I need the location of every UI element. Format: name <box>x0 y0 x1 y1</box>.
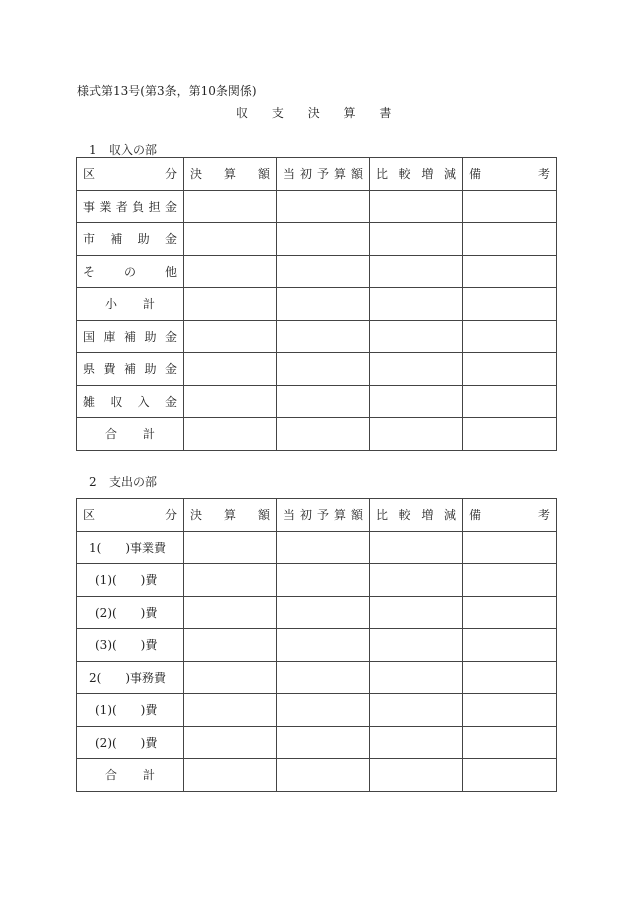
label-char: 業 <box>99 199 112 214</box>
header-char: 初 <box>299 167 312 182</box>
header-char: 初 <box>299 508 312 523</box>
table-row <box>77 223 557 256</box>
label-char: の <box>123 264 136 279</box>
value-cell[interactable] <box>463 661 557 694</box>
row-label: (2)( )費 <box>77 596 184 629</box>
value-cell[interactable] <box>370 629 463 662</box>
value-cell[interactable] <box>184 629 277 662</box>
value-cell[interactable] <box>277 759 370 792</box>
form-number: 様式第13号(第3条，第10条関係) <box>77 84 257 98</box>
value-cell[interactable] <box>184 564 277 597</box>
row-label: (1)( )費 <box>77 564 184 597</box>
label-char: 金 <box>164 232 177 247</box>
title-char: 算 <box>343 106 356 120</box>
value-cell[interactable] <box>370 564 463 597</box>
row-label: (2)( )費 <box>77 726 184 759</box>
header-char: 算 <box>333 508 346 523</box>
label-char: 負 <box>132 199 145 214</box>
row-label <box>77 385 184 418</box>
document-title <box>236 104 411 121</box>
label-char: 担 <box>148 199 161 214</box>
header-settled <box>184 158 277 191</box>
value-cell[interactable] <box>184 288 277 321</box>
expense-table <box>76 498 557 792</box>
row-label <box>77 255 184 288</box>
value-cell[interactable] <box>463 596 557 629</box>
header-char: 額 <box>350 167 363 182</box>
header-char: 分 <box>164 167 177 182</box>
value-cell[interactable] <box>184 190 277 223</box>
header-char: 額 <box>350 508 363 523</box>
label-char: 入 <box>137 394 150 409</box>
label-char: 者 <box>115 199 128 214</box>
header-char: 備 <box>469 508 482 523</box>
table-row <box>77 418 557 451</box>
value-cell[interactable] <box>277 726 370 759</box>
header-char: 額 <box>257 508 270 523</box>
label-char: 他 <box>164 264 177 279</box>
header-budget <box>277 499 370 532</box>
row-label <box>77 320 184 353</box>
label-char: 国 <box>83 329 96 344</box>
header-char: 当 <box>283 167 296 182</box>
header-char: 分 <box>164 508 177 523</box>
header-char: 増 <box>421 167 434 182</box>
title-char: 書 <box>379 106 392 120</box>
header-category <box>77 499 184 532</box>
label-char: 金 <box>164 329 177 344</box>
label-char: 金 <box>164 199 177 214</box>
value-cell[interactable] <box>184 596 277 629</box>
table-row <box>77 531 557 564</box>
value-cell[interactable] <box>370 759 463 792</box>
value-cell[interactable] <box>277 320 370 353</box>
value-cell[interactable] <box>370 661 463 694</box>
table-row <box>77 629 557 662</box>
header-char: 考 <box>537 167 550 182</box>
value-cell[interactable] <box>370 694 463 727</box>
label-char: 補 <box>123 329 136 344</box>
value-cell[interactable] <box>277 694 370 727</box>
label-char: 小 <box>104 297 117 312</box>
table-row <box>77 726 557 759</box>
row-label <box>77 288 184 321</box>
table-row <box>77 353 557 386</box>
section-label: 支出の部 <box>109 475 158 489</box>
value-cell[interactable] <box>463 190 557 223</box>
section-label: 収入の部 <box>109 143 158 157</box>
header-char: 決 <box>190 167 203 182</box>
row-label <box>77 759 184 792</box>
value-cell[interactable] <box>184 353 277 386</box>
value-cell[interactable] <box>184 694 277 727</box>
value-cell[interactable] <box>463 531 557 564</box>
value-cell[interactable] <box>277 255 370 288</box>
label-char: 補 <box>110 232 123 247</box>
value-cell[interactable] <box>277 629 370 662</box>
header-char: 当 <box>283 508 296 523</box>
header-remarks <box>463 499 557 532</box>
label-char: 計 <box>143 427 156 442</box>
value-cell[interactable] <box>370 596 463 629</box>
value-cell[interactable] <box>277 661 370 694</box>
table-row <box>77 255 557 288</box>
value-cell[interactable] <box>463 255 557 288</box>
value-cell[interactable] <box>463 288 557 321</box>
header-settled <box>184 499 277 532</box>
table-row <box>77 320 557 353</box>
header-char: 減 <box>443 167 456 182</box>
header-remarks <box>463 158 557 191</box>
value-cell[interactable] <box>370 288 463 321</box>
label-char: そ <box>83 264 96 279</box>
table-row <box>77 288 557 321</box>
value-cell[interactable] <box>463 418 557 451</box>
value-cell[interactable] <box>277 288 370 321</box>
value-cell[interactable] <box>277 564 370 597</box>
table-row <box>77 661 557 694</box>
value-cell[interactable] <box>184 255 277 288</box>
header-compare <box>370 158 463 191</box>
label-char: 計 <box>143 297 156 312</box>
value-cell[interactable] <box>277 418 370 451</box>
header-compare <box>370 499 463 532</box>
value-cell[interactable] <box>370 418 463 451</box>
value-cell[interactable] <box>184 531 277 564</box>
value-cell[interactable] <box>370 531 463 564</box>
label-char: 助 <box>137 232 150 247</box>
label-char: 収 <box>110 394 123 409</box>
table-row <box>77 190 557 223</box>
value-cell[interactable] <box>277 385 370 418</box>
row-label: (1)( )費 <box>77 694 184 727</box>
row-label: 1( )事業費 <box>77 531 184 564</box>
value-cell[interactable] <box>277 596 370 629</box>
label-char: 金 <box>164 362 177 377</box>
value-cell[interactable] <box>277 531 370 564</box>
row-label <box>77 353 184 386</box>
label-char: 庫 <box>103 329 116 344</box>
table-row <box>77 759 557 792</box>
value-cell[interactable] <box>370 190 463 223</box>
header-char: 考 <box>537 508 550 523</box>
value-cell[interactable] <box>463 629 557 662</box>
header-char: 減 <box>443 508 456 523</box>
header-row <box>77 499 557 532</box>
value-cell[interactable] <box>277 353 370 386</box>
title-char: 決 <box>307 106 320 120</box>
label-char: 助 <box>144 329 157 344</box>
value-cell[interactable] <box>463 223 557 256</box>
table-row <box>77 694 557 727</box>
header-char: 比 <box>376 167 389 182</box>
title-char: 支 <box>271 106 284 120</box>
label-char: 補 <box>123 362 136 377</box>
value-cell[interactable] <box>463 726 557 759</box>
title-char: 収 <box>236 106 249 120</box>
row-label: (3)( )費 <box>77 629 184 662</box>
header-char: 算 <box>223 167 236 182</box>
header-char: 備 <box>469 167 482 182</box>
expense-section-heading <box>89 473 157 490</box>
header-budget <box>277 158 370 191</box>
header-char: 決 <box>190 508 203 523</box>
value-cell[interactable] <box>463 385 557 418</box>
label-char: 助 <box>144 362 157 377</box>
value-cell[interactable] <box>370 353 463 386</box>
table-row <box>77 564 557 597</box>
label-char: 県 <box>83 362 96 377</box>
value-cell[interactable] <box>184 385 277 418</box>
header-char: 較 <box>398 167 411 182</box>
header-char: 算 <box>333 167 346 182</box>
row-label <box>77 223 184 256</box>
income-section-heading <box>89 141 157 158</box>
label-char: 金 <box>164 394 177 409</box>
value-cell[interactable] <box>463 353 557 386</box>
label-char: 事 <box>83 199 96 214</box>
value-cell[interactable] <box>184 320 277 353</box>
value-cell[interactable] <box>463 694 557 727</box>
value-cell[interactable] <box>370 320 463 353</box>
header-char: 区 <box>83 508 96 523</box>
table-row <box>77 385 557 418</box>
value-cell[interactable] <box>463 564 557 597</box>
header-char: 算 <box>223 508 236 523</box>
label-char: 費 <box>103 362 116 377</box>
header-category <box>77 158 184 191</box>
income-table <box>76 157 557 451</box>
header-char: 増 <box>421 508 434 523</box>
row-label <box>77 418 184 451</box>
value-cell[interactable] <box>184 759 277 792</box>
label-char: 計 <box>143 768 156 783</box>
label-char: 合 <box>104 768 117 783</box>
value-cell[interactable] <box>463 759 557 792</box>
header-char: 予 <box>316 167 329 182</box>
header-char: 額 <box>257 167 270 182</box>
value-cell[interactable] <box>370 385 463 418</box>
header-char: 予 <box>316 508 329 523</box>
table-row <box>77 596 557 629</box>
section-number: 2 <box>89 475 97 489</box>
value-cell[interactable] <box>370 255 463 288</box>
header-row <box>77 158 557 191</box>
value-cell[interactable] <box>184 223 277 256</box>
label-char: 合 <box>104 427 117 442</box>
row-label: 2( )事務費 <box>77 661 184 694</box>
value-cell[interactable] <box>277 190 370 223</box>
value-cell[interactable] <box>370 223 463 256</box>
label-char: 雑 <box>83 394 96 409</box>
section-number: 1 <box>89 143 97 157</box>
header-char: 区 <box>83 167 96 182</box>
header-char: 比 <box>376 508 389 523</box>
label-char: 市 <box>83 232 96 247</box>
value-cell[interactable] <box>277 223 370 256</box>
value-cell[interactable] <box>370 726 463 759</box>
value-cell[interactable] <box>184 418 277 451</box>
value-cell[interactable] <box>184 726 277 759</box>
value-cell[interactable] <box>184 661 277 694</box>
row-label <box>77 190 184 223</box>
value-cell[interactable] <box>463 320 557 353</box>
header-char: 較 <box>398 508 411 523</box>
